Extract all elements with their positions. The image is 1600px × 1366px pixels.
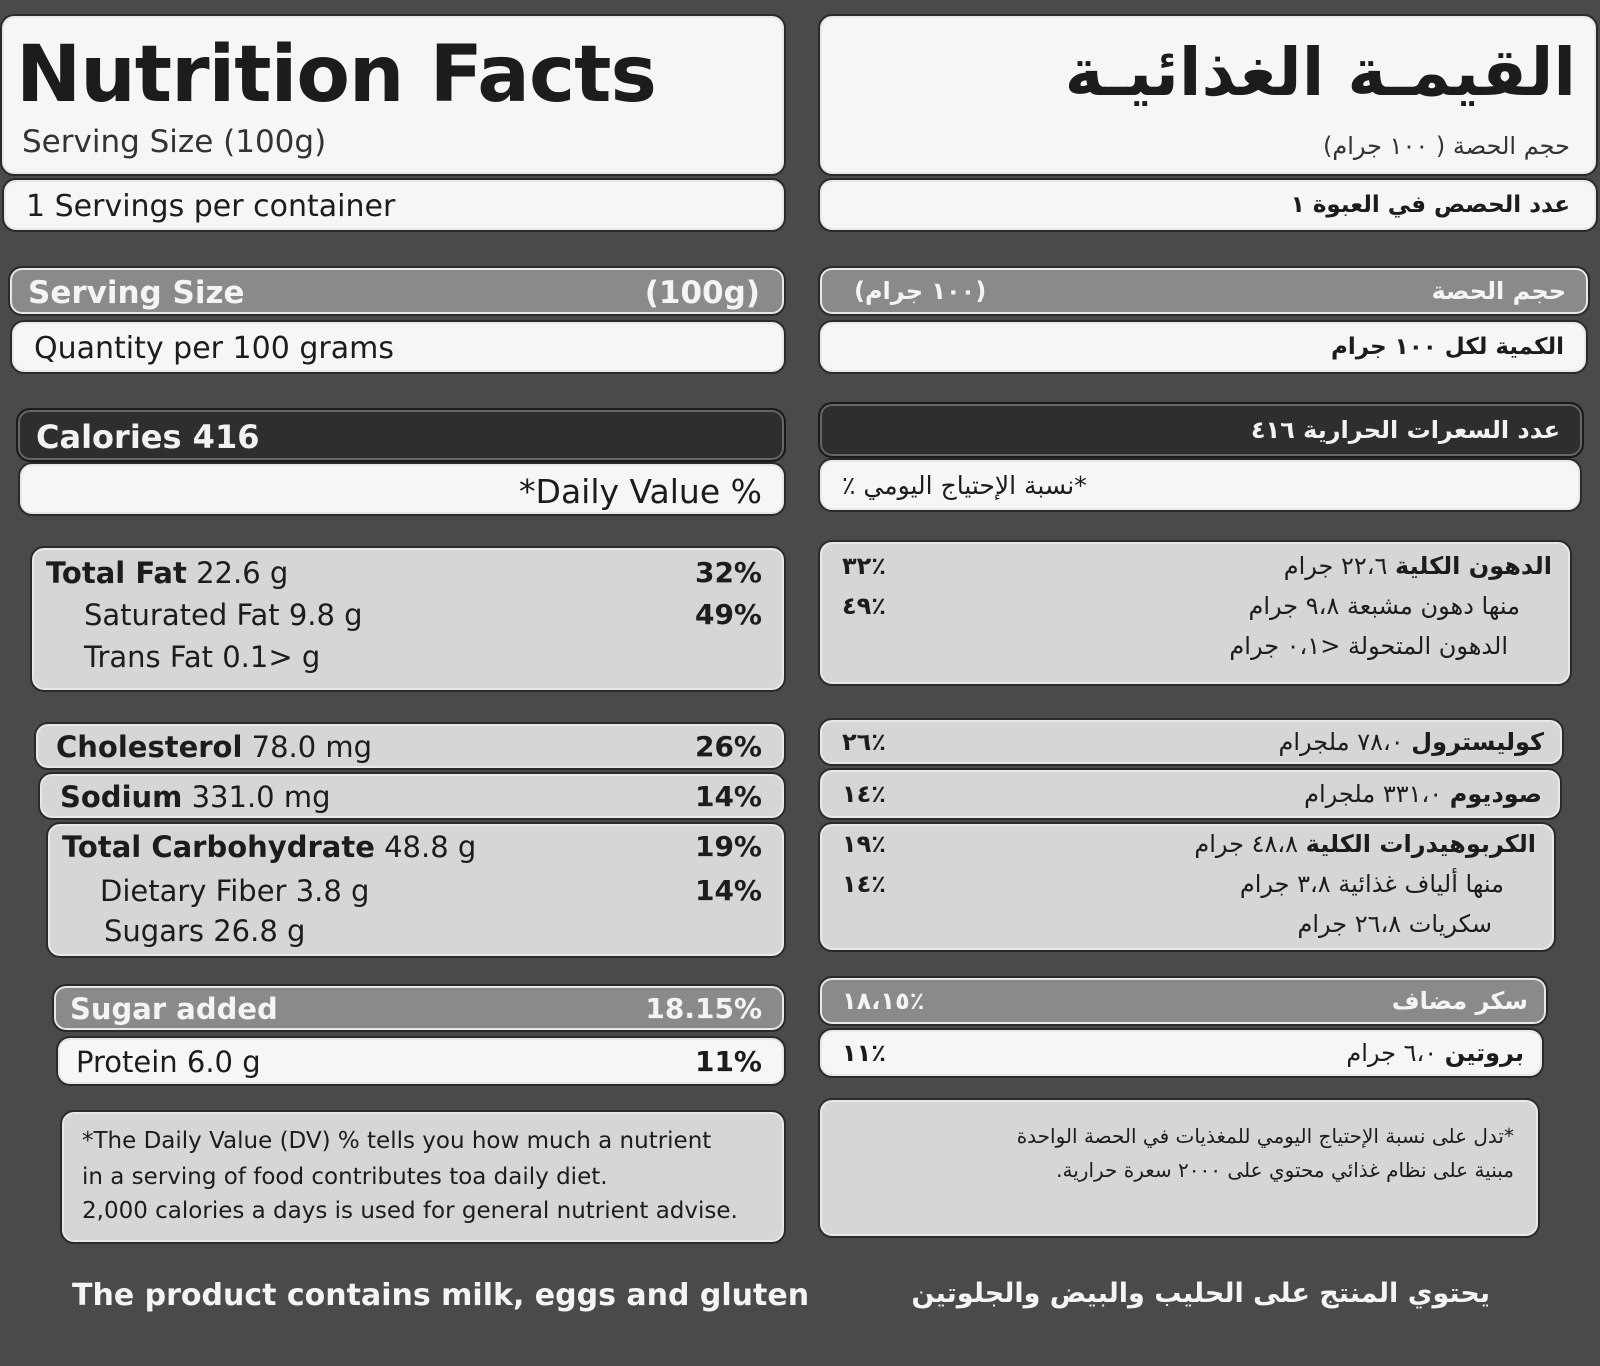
ar-serving-size-bar-label: حجم الحصة xyxy=(1431,277,1566,305)
ar-protein-name: بروتين xyxy=(1444,1039,1524,1067)
ar-protein-box xyxy=(818,1028,1544,1078)
ar-title-box xyxy=(818,14,1598,176)
en-sugars-row xyxy=(104,914,305,948)
ar-total-carb-row xyxy=(1194,830,1536,858)
ar-title: القيمـة الغذائيـة xyxy=(1064,34,1576,111)
en-title: Nutrition Facts xyxy=(16,30,656,120)
ar-total-carb-dv: ٪١٩ xyxy=(842,830,886,858)
en-total-carb-name: Total Carbohydrate xyxy=(62,830,375,864)
en-dv-header-box xyxy=(18,462,786,516)
ar-total-fat-dv: ٪٣٢ xyxy=(842,552,886,580)
ar-sugars-name: سكريات xyxy=(1408,910,1492,938)
en-total-fat-amount: 22.6 g xyxy=(196,556,289,590)
ar-sugar-added-name: سكر مضاف xyxy=(1391,987,1528,1015)
en-calories-bar xyxy=(16,408,786,462)
ar-quantity-box xyxy=(818,320,1588,374)
en-servings-per-container: 1 Servings per container xyxy=(26,189,396,224)
ar-total-carb-name: الكربوهيدرات الكلية xyxy=(1305,830,1536,858)
en-total-carb-dv: 19% xyxy=(694,830,762,863)
ar-cholesterol-amount: ٧٨،٠ ملجرام xyxy=(1278,728,1404,756)
en-cholesterol-amount: 78.0 mg xyxy=(251,730,373,764)
en-title-box xyxy=(0,14,786,176)
en-quantity-box xyxy=(10,320,786,374)
en-saturated-fat-row xyxy=(84,598,363,632)
ar-sodium-amount: ٣٣١،٠ ملجرام xyxy=(1304,780,1443,808)
en-saturated-fat-name: Saturated Fat xyxy=(84,598,280,632)
ar-sodium-row xyxy=(1304,780,1542,808)
ar-trans-fat-amount: <٠،١ جرام xyxy=(1229,632,1341,660)
en-sugar-added-name: Sugar added xyxy=(70,992,278,1026)
ar-calories-bar xyxy=(818,402,1584,458)
en-allergens: The product contains milk, eggs and gluten xyxy=(72,1278,810,1313)
en-servings-box xyxy=(2,178,786,232)
en-cholesterol-row xyxy=(56,730,372,764)
en-trans-fat-name: Trans Fat xyxy=(84,640,214,674)
ar-footnote-line-1: *تدل على نسبة الإحتياج اليومي للمغذيات في الحصة الواحدة xyxy=(1016,1124,1514,1148)
ar-total-fat-amount: ٢٢،٦ جرام xyxy=(1283,552,1388,580)
ar-saturated-fat-dv: ٪٤٩ xyxy=(842,592,886,620)
en-sugars-name: Sugars xyxy=(104,914,204,948)
en-sodium-amount: 331.0 mg xyxy=(191,780,331,814)
en-daily-value-header: *Daily Value % xyxy=(519,472,762,511)
en-saturated-fat-dv: 49% xyxy=(694,598,762,631)
ar-total-fat-name: الدهون الكلية xyxy=(1395,552,1552,580)
ar-saturated-fat-row xyxy=(1249,592,1520,620)
ar-serving-size-bar-value: (١٠٠ جرام) xyxy=(854,277,987,305)
ar-fiber-dv: ٪١٤ xyxy=(842,870,886,898)
en-protein-amount: 6.0 g xyxy=(186,1045,261,1079)
en-protein-row xyxy=(76,1045,261,1079)
en-footnote-line-1: *The Daily Value (DV) % tells you how much a nutrient xyxy=(82,1128,712,1154)
ar-sugars-row xyxy=(1298,910,1493,938)
ar-protein-row xyxy=(1346,1039,1524,1067)
en-footnote-line-2: in a serving of food contributes toa daily diet. xyxy=(82,1164,608,1190)
en-sodium-dv: 14% xyxy=(694,780,762,813)
ar-quantity: الكمية لكل ١٠٠ جرام xyxy=(1331,334,1564,360)
en-cholesterol-box xyxy=(34,722,786,770)
en-sodium-box xyxy=(38,772,786,820)
en-calories: Calories 416 xyxy=(36,418,260,456)
en-total-fat-row xyxy=(46,556,288,590)
ar-footnote-line-2: مبنية على نظام غذائي محتوي على ٢٠٠٠ سعرة حرارية. xyxy=(1056,1158,1514,1182)
en-sugar-added-dv: 18.15% xyxy=(645,992,762,1025)
ar-saturated-fat-name: منها دهون مشبعة xyxy=(1346,592,1520,620)
en-sugar-added-bar xyxy=(52,984,786,1032)
en-serving-size-bar-label: Serving Size xyxy=(28,275,245,311)
ar-sugar-added-bar xyxy=(818,976,1548,1026)
en-fiber-row xyxy=(100,874,369,908)
ar-saturated-fat-amount: ٩،٨ جرام xyxy=(1248,592,1340,620)
ar-carb-box xyxy=(818,822,1556,952)
ar-cholesterol-box xyxy=(818,718,1564,766)
ar-sodium-dv: ٪١٤ xyxy=(842,780,886,808)
en-protein-name: Protein xyxy=(76,1045,178,1079)
ar-calories: عدد السعرات الحرارية ٤١٦ xyxy=(1250,416,1560,444)
ar-servings-box xyxy=(818,178,1598,232)
ar-trans-fat-name: الدهون المتحولة xyxy=(1347,632,1508,660)
ar-protein-amount: ٦،٠ جرام xyxy=(1346,1039,1438,1067)
en-serving-size: Serving Size (100g) xyxy=(22,124,327,160)
en-total-fat-name: Total Fat xyxy=(46,556,187,590)
ar-fat-box xyxy=(818,540,1572,686)
en-serving-size-bar-value: (100g) xyxy=(644,275,760,311)
en-carb-box xyxy=(46,822,786,958)
ar-total-carb-amount: ٤٨،٨ جرام xyxy=(1194,830,1299,858)
ar-cholesterol-row xyxy=(1279,728,1544,756)
ar-daily-value-header: *نسبة الإحتياج اليومي ٪ xyxy=(842,471,1087,500)
en-fat-box xyxy=(30,546,786,692)
en-sodium-name: Sodium xyxy=(60,780,183,814)
en-cholesterol-dv: 26% xyxy=(694,730,762,763)
en-sugars-amount: 26.8 g xyxy=(213,914,306,948)
ar-sodium-name: صوديوم xyxy=(1449,780,1542,808)
en-fiber-name: Dietary Fiber xyxy=(100,874,287,908)
en-serving-size-bar xyxy=(8,266,786,316)
en-saturated-fat-amount: 9.8 g xyxy=(288,598,363,632)
ar-fiber-name: منها ألياف غذائية xyxy=(1338,870,1504,898)
ar-dv-header-box xyxy=(818,458,1582,512)
ar-sugars-amount: ٢٦،٨ جرام xyxy=(1297,910,1402,938)
ar-serving-size: حجم الحصة ( ١٠٠ جرام) xyxy=(1323,132,1570,160)
en-protein-box xyxy=(56,1036,786,1086)
ar-fiber-row xyxy=(1240,870,1504,898)
ar-cholesterol-dv: ٪٢٦ xyxy=(842,728,886,756)
en-total-fat-dv: 32% xyxy=(694,556,762,589)
ar-protein-dv: ٪١١ xyxy=(842,1039,886,1067)
en-cholesterol-name: Cholesterol xyxy=(56,730,243,764)
en-trans-fat-amount: 0.1> g xyxy=(222,640,321,674)
en-footnote-line-3: 2,000 calories a days is used for general nutrient advise. xyxy=(82,1198,738,1224)
en-total-carb-amount: 48.8 g xyxy=(384,830,477,864)
ar-sodium-box xyxy=(818,768,1562,820)
en-trans-fat-row xyxy=(84,640,320,674)
en-quantity: Quantity per 100 grams xyxy=(34,331,394,366)
ar-trans-fat-row xyxy=(1229,632,1508,660)
ar-fiber-amount: ٣،٨ جرام xyxy=(1239,870,1331,898)
en-total-carb-row xyxy=(62,830,476,864)
en-fiber-amount: 3.8 g xyxy=(295,874,370,908)
ar-servings-per-container: عدد الحصص في العبوة ١ xyxy=(1290,192,1570,218)
en-fiber-dv: 14% xyxy=(694,874,762,907)
ar-footnote-box xyxy=(818,1098,1540,1238)
ar-cholesterol-name: كوليسترول xyxy=(1411,728,1544,756)
en-sodium-row xyxy=(60,780,331,814)
ar-total-fat-row xyxy=(1284,552,1552,580)
ar-sugar-added-dv: ٪١٨،١٥ xyxy=(842,987,925,1015)
en-footnote-box xyxy=(60,1110,786,1244)
ar-allergens: يحتوي المنتج على الحليب والبيض والجلوتين xyxy=(911,1278,1490,1309)
en-protein-dv: 11% xyxy=(694,1045,762,1078)
ar-serving-size-bar xyxy=(818,266,1590,316)
